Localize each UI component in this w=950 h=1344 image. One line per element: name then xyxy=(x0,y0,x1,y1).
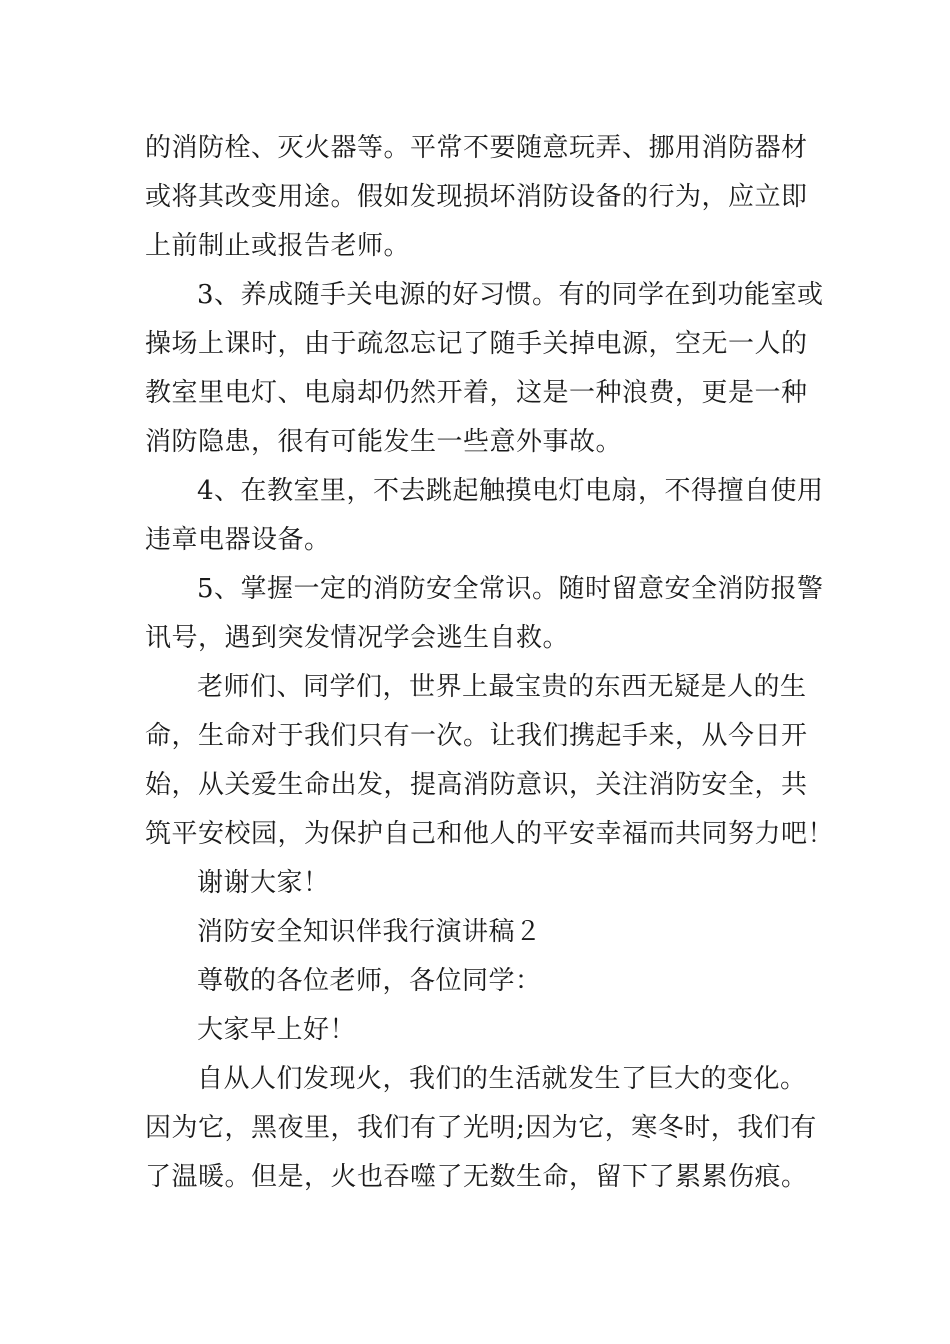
text-line: 消防安全知识伴我行演讲稿２ xyxy=(197,917,542,947)
text-line: 4、在教室里，不去跳起触摸电灯电扇，不得擅自使用 xyxy=(197,476,824,506)
text-line: 始，从关爱生命出发，提高消防意识，关注消防安全，共 xyxy=(145,770,808,800)
paragraph-thanks xyxy=(145,859,807,908)
paragraph-salutation xyxy=(145,957,807,1006)
text-line: 操场上课时，由于疏忽忘记了随手关掉电源，空无一人的 xyxy=(145,329,808,359)
paragraph-fire-equipment xyxy=(145,124,807,271)
text-line: 教室里电灯、电扇却仍然开着，这是一种浪费，更是一种 xyxy=(145,378,808,408)
paragraph-greeting xyxy=(145,1006,807,1055)
text-line: 老师们、同学们，世界上最宝贵的东西无疑是人的生 xyxy=(197,672,807,702)
document-body xyxy=(145,124,835,1202)
text-line: 的消防栓、灭火器等。平常不要随意玩弄、挪用消防器材 xyxy=(145,133,808,163)
text-line: 谢谢大家！ xyxy=(197,868,330,898)
text-line: 大家早上好！ xyxy=(197,1015,357,1045)
text-line: 命，生命对于我们只有一次。让我们携起手来，从今日开 xyxy=(145,721,808,751)
text-line: 或将其改变用途。假如发现损坏消防设备的行为，应立即 xyxy=(145,182,808,212)
text-line: 3、养成随手关电源的好习惯。有的同学在到功能室或 xyxy=(197,280,824,310)
paragraph-closing xyxy=(145,663,835,859)
text-line: 筑平安校园，为保护自己和他人的平安幸福而共同努力吧！ xyxy=(145,819,835,849)
text-line: 讯号，遇到突发情况学会逃生自救。 xyxy=(145,623,570,653)
speech-title xyxy=(145,908,807,957)
paragraph-item-5 xyxy=(145,565,824,663)
paragraph-item-4 xyxy=(145,467,824,565)
text-line: 5、掌握一定的消防安全常识。随时留意安全消防报警 xyxy=(197,574,824,604)
text-line: 因为它，黑夜里，我们有了光明;因为它，寒冬时，我们有 xyxy=(145,1113,817,1143)
text-line: 尊敬的各位老师，各位同学： xyxy=(197,966,542,996)
text-line: 消防隐患，很有可能发生一些意外事故。 xyxy=(145,427,623,457)
text-line: 违章电器设备。 xyxy=(145,525,331,555)
text-line: 自从人们发现火，我们的生活就发生了巨大的变化。 xyxy=(197,1064,807,1094)
text-line: 上前制止或报告老师。 xyxy=(145,231,411,261)
paragraph-fire-intro xyxy=(145,1055,817,1202)
text-line: 了温暖。但是，火也吞噬了无数生命，留下了累累伤痕。 xyxy=(145,1162,808,1192)
paragraph-item-3 xyxy=(145,271,824,467)
